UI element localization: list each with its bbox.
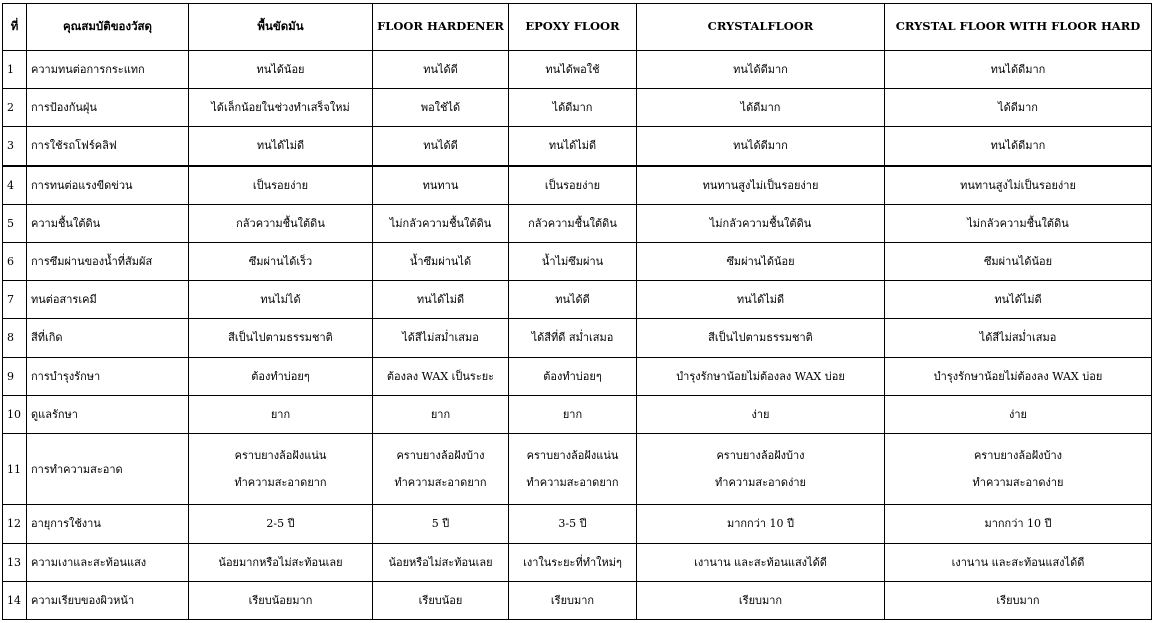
row-number: 5 xyxy=(3,204,27,242)
property-cell: ทนต่อสารเคมี xyxy=(27,281,189,319)
header-cell: CRYSTAL FLOOR WITH FLOOR HARD xyxy=(885,4,1152,51)
row-number: 12 xyxy=(3,505,27,543)
value-cell: น้ำซึมผ่านได้ xyxy=(373,243,509,281)
value-cell: ซึมผ่านได้เร็ว xyxy=(189,243,373,281)
value-cell: ทนได้ไม่ดี xyxy=(885,281,1152,319)
value-cell: ง่าย xyxy=(885,395,1152,433)
value-cell: ได้ดีมาก xyxy=(637,89,885,127)
value-cell: 3-5 ปี xyxy=(509,505,637,543)
comparison-table-container xyxy=(2,3,1151,620)
value-line: ทำความสะอาดยาก xyxy=(526,476,619,490)
row-number: 10 xyxy=(3,395,27,433)
property-cell: การทนต่อแรงขีดข่วน xyxy=(27,166,189,205)
row-number: 13 xyxy=(3,543,27,581)
property-cell: การป้องกันฝุ่น xyxy=(27,89,189,127)
value-cell: ทนได้ดีมาก xyxy=(637,127,885,166)
value-line: ทำความสะอาดยาก xyxy=(394,476,487,490)
value-cell: น้อยมากหรือไม่สะท้อนเลย xyxy=(189,543,373,581)
value-cell: เรียบน้อยมาก xyxy=(189,581,373,619)
row-number: 6 xyxy=(3,243,27,281)
value-line: คราบยางล้อฝังบ้าง xyxy=(396,449,485,462)
value-cell: ต้องทำบ่อยๆ xyxy=(189,357,373,395)
value-cell: ทนไม่ได้ xyxy=(189,281,373,319)
value-cell: ทนได้ดี xyxy=(373,127,509,166)
value-cell: ทนทานสูงไม่เป็นรอยง่าย xyxy=(637,166,885,205)
table-row xyxy=(3,204,1152,242)
property-cell: ความทนต่อการกระแทก xyxy=(27,51,189,89)
table-row xyxy=(3,434,1152,505)
value-cell: ทนได้พอใช้ xyxy=(509,51,637,89)
value-cell: เรียบมาก xyxy=(509,581,637,619)
row-number: 7 xyxy=(3,281,27,319)
value-cell: ง่าย xyxy=(637,395,885,433)
table-row xyxy=(3,543,1152,581)
value-cell: มากกว่า 10 ปี xyxy=(637,505,885,543)
floor-comparison-table xyxy=(2,3,1152,620)
header-cell: ที่ xyxy=(3,4,27,51)
table-row xyxy=(3,581,1152,619)
value-cell: กลัวความชื้นใต้ดิน xyxy=(509,204,637,242)
value-cell xyxy=(885,434,1152,505)
value-cell: เงานาน และสะท้อนแสงได้ดี xyxy=(637,543,885,581)
value-cell: ยาก xyxy=(189,395,373,433)
value-cell: ทนได้ดีมาก xyxy=(885,127,1152,166)
value-cell: ทนได้ดี xyxy=(373,51,509,89)
row-number: 9 xyxy=(3,357,27,395)
value-cell: บำรุงรักษาน้อยไม่ต้องลง WAX บ่อย xyxy=(885,357,1152,395)
value-line: คราบยางล้อฝังแน่น xyxy=(234,449,327,462)
value-cell: ทนได้ไม่ดี xyxy=(637,281,885,319)
value-cell: ทนได้น้อย xyxy=(189,51,373,89)
value-line: คราบยางล้อฝังบ้าง xyxy=(716,449,805,462)
value-cell: ไม่กลัวความชื้นใต้ดิน xyxy=(885,204,1152,242)
table-row xyxy=(3,51,1152,89)
value-cell: ทนได้ไม่ดี xyxy=(509,127,637,166)
value-cell: ได้ดีมาก xyxy=(509,89,637,127)
row-number: 8 xyxy=(3,319,27,357)
value-line: คราบยางล้อฝังบ้าง xyxy=(973,449,1063,462)
header-row xyxy=(3,4,1152,51)
property-cell: อายุการใช้งาน xyxy=(27,505,189,543)
value-cell: ไม่กลัวความชื้นใต้ดิน xyxy=(373,204,509,242)
row-number: 1 xyxy=(3,51,27,89)
value-cell: ได้สีที่ดี สม่ำเสมอ xyxy=(509,319,637,357)
property-cell: การบำรุงรักษา xyxy=(27,357,189,395)
value-cell: ได้สีไม่สม่ำเสมอ xyxy=(373,319,509,357)
value-cell: ทนทานสูงไม่เป็นรอยง่าย xyxy=(885,166,1152,205)
value-cell xyxy=(373,434,509,505)
value-cell: ทนได้ดีมาก xyxy=(637,51,885,89)
table-row xyxy=(3,357,1152,395)
table-row xyxy=(3,319,1152,357)
value-line: ทำความสะอาดง่าย xyxy=(715,476,806,490)
header-cell: FLOOR HARDENER xyxy=(373,4,509,51)
row-number: 4 xyxy=(3,166,27,205)
value-cell: เรียบมาก xyxy=(637,581,885,619)
value-cell: ได้สีไม่สม่ำเสมอ xyxy=(885,319,1152,357)
header-cell: คุณสมบัติของวัสดุ xyxy=(27,4,189,51)
table-row xyxy=(3,166,1152,205)
value-cell xyxy=(189,434,373,505)
value-cell: 2-5 ปี xyxy=(189,505,373,543)
value-line: คราบยางล้อฝังแน่น xyxy=(526,449,619,462)
property-cell: ความเงาและสะท้อนแสง xyxy=(27,543,189,581)
value-cell: เป็นรอยง่าย xyxy=(509,166,637,205)
property-cell: สีที่เกิด xyxy=(27,319,189,357)
value-cell: ยาก xyxy=(373,395,509,433)
value-cell: ทนได้ไม่ดี xyxy=(189,127,373,166)
property-cell: ดูแลรักษา xyxy=(27,395,189,433)
value-cell: ทนทาน xyxy=(373,166,509,205)
value-cell: ทนได้ดีมาก xyxy=(885,51,1152,89)
value-cell: ต้องลง WAX เป็นระยะ xyxy=(373,357,509,395)
header-cell: EPOXY FLOOR xyxy=(509,4,637,51)
header-cell: CRYSTALFLOOR xyxy=(637,4,885,51)
property-cell: การทำความสะอาด xyxy=(27,434,189,505)
value-cell: มากกว่า 10 ปี xyxy=(885,505,1152,543)
property-cell: ความเรียบของผิวหน้า xyxy=(27,581,189,619)
row-number: 2 xyxy=(3,89,27,127)
value-cell: พอใช้ได้ xyxy=(373,89,509,127)
value-cell: ทนได้ดี xyxy=(509,281,637,319)
value-cell xyxy=(509,434,637,505)
value-cell: ต้องทำบ่อยๆ xyxy=(509,357,637,395)
property-cell: การใช้รถโฟร์คลิฟ xyxy=(27,127,189,166)
value-cell xyxy=(637,434,885,505)
row-number: 14 xyxy=(3,581,27,619)
value-cell: สีเป็นไปตามธรรมชาติ xyxy=(637,319,885,357)
value-cell: เงานาน และสะท้อนแสงได้ดี xyxy=(885,543,1152,581)
table-row xyxy=(3,127,1152,166)
row-number: 3 xyxy=(3,127,27,166)
value-cell: ไม่กลัวความชื้นใต้ดิน xyxy=(637,204,885,242)
value-cell: เรียบน้อย xyxy=(373,581,509,619)
value-cell: ซึมผ่านได้น้อย xyxy=(637,243,885,281)
property-cell: ความชื้นใต้ดิน xyxy=(27,204,189,242)
value-cell: เงาในระยะที่ทำใหม่ๆ xyxy=(509,543,637,581)
row-number: 11 xyxy=(3,434,27,505)
value-line: ทำความสะอาดยาก xyxy=(234,476,327,490)
table-row xyxy=(3,395,1152,433)
table-row xyxy=(3,89,1152,127)
value-cell: ได้ดีมาก xyxy=(885,89,1152,127)
table-row xyxy=(3,243,1152,281)
value-cell: ได้เล็กน้อยในช่วงทำเสร็จใหม่ xyxy=(189,89,373,127)
header-cell: พื้นขัดมัน xyxy=(189,4,373,51)
value-cell: ทนได้ไม่ดี xyxy=(373,281,509,319)
value-cell: 5 ปี xyxy=(373,505,509,543)
property-cell: การซึมผ่านของน้ำที่สัมผัส xyxy=(27,243,189,281)
table-row xyxy=(3,281,1152,319)
value-cell: ซึมผ่านได้น้อย xyxy=(885,243,1152,281)
value-cell: สีเป็นไปตามธรรมชาติ xyxy=(189,319,373,357)
value-cell: ยาก xyxy=(509,395,637,433)
value-cell: น้อยหรือไม่สะท้อนเลย xyxy=(373,543,509,581)
value-cell: บำรุงรักษาน้อยไม่ต้องลง WAX บ่อย xyxy=(637,357,885,395)
value-cell: เรียบมาก xyxy=(885,581,1152,619)
value-cell: กลัวความชื้นใต้ดิน xyxy=(189,204,373,242)
table-row xyxy=(3,505,1152,543)
value-cell: น้ำไม่ซึมผ่าน xyxy=(509,243,637,281)
value-cell: เป็นรอยง่าย xyxy=(189,166,373,205)
value-line: ทำความสะอาดง่าย xyxy=(972,476,1064,490)
